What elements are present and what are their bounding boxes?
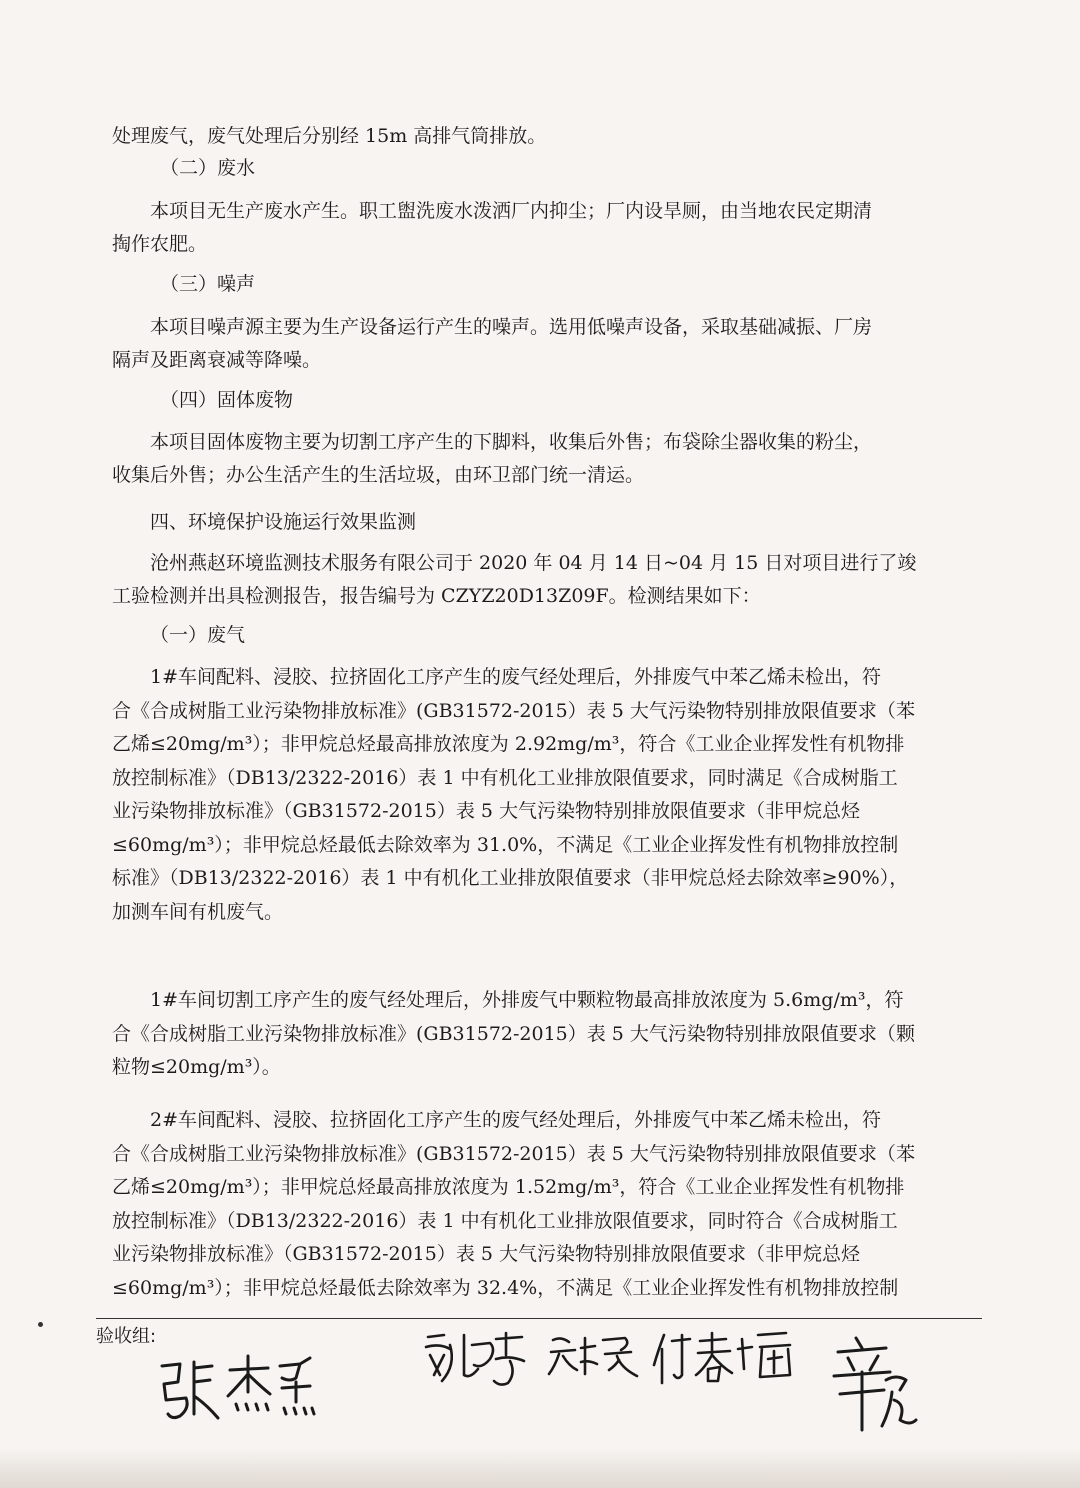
paragraph-monitoring xyxy=(112,547,982,612)
text-line: 粒物≤20mg/m³）。 xyxy=(112,1056,281,1078)
text-line: 合《合成树脂工业污染物排放标准》(GB31572-2015）表 5 大气污染物特别排放限值要求（苯 xyxy=(112,699,915,722)
heading-wastewater: （二）废水 xyxy=(160,157,256,179)
text-line-gas-exhaust: 处理废气，废气处理后分别经 15m 高排气筒排放。 xyxy=(112,125,547,147)
text-line: 工验检测并出具检测报告，报告编号为 CZYZ20D13Z09F。检测结果如下： xyxy=(112,584,761,607)
signature-5 xyxy=(820,1330,920,1450)
text-line: 标准》（DB13/2322-2016）表 1 中有机化工业排放限值要求（非甲烷总烃去除效率≥90%）， xyxy=(112,867,909,889)
acceptance-group-label: 验收组: xyxy=(96,1326,157,1347)
text-line: 隔声及距离衰减等降噪。 xyxy=(112,348,322,371)
text-line: 业污染物排放标准》（GB31572-2015）表 5 大气污染物特别排放限值要求（非甲烷总烃 xyxy=(112,1243,861,1265)
text-line: 沧州燕赵环境监测技术服务有限公司于 2020 年 04 月 14 日~04 月 15 日对项目进行了竣 xyxy=(150,552,917,574)
text-line: 收集后外售；办公生活产生的生活垃圾，由环卫部门统一清运。 xyxy=(112,463,645,486)
text-line: 本项目无生产废水产生。职工盥洗废水泼洒厂内抑尘；厂内设旱厕，由当地农民定期清 xyxy=(150,200,873,222)
text-line: 合《合成树脂工业污染物排放标准》(GB31572-2015）表 5 大气污染物特别排放限值要求（颗 xyxy=(112,1022,915,1045)
heading-exhaust-gas: （一）废气 xyxy=(150,624,246,646)
heading-noise: （三）噪声 xyxy=(160,273,256,295)
text-line: 本项目固体废物主要为切割工序产生的下脚料，收集后外售；布袋除尘器收集的粉尘， xyxy=(150,431,873,453)
text-line: 掏作农肥。 xyxy=(112,232,208,255)
paragraph-noise xyxy=(112,311,982,376)
paragraph-workshop-1-voc xyxy=(112,661,982,929)
text-line: 1#车间配料、浸胶、拉挤固化工序产生的废气经处理后，外排废气中苯乙烯未检出，符 xyxy=(150,666,882,688)
page-edge-shadow xyxy=(0,1448,1080,1488)
text-line: 1#车间切割工序产生的废气经处理后，外排废气中颗粒物最高排放浓度为 5.6mg/m³，符 xyxy=(150,989,904,1011)
text-line: 业污染物排放标准》（GB31572-2015）表 5 大气污染物特别排放限值要求（非甲烷总烃 xyxy=(112,800,861,822)
footer-divider xyxy=(96,1318,982,1319)
text-line: ≤60mg/m³）；非甲烷总烃最低去除效率为 31.0%，不满足《工业企业挥发性有机物排放控制 xyxy=(112,833,899,856)
paragraph-workshop-2-voc xyxy=(112,1104,982,1305)
text-line: 2#车间配料、浸胶、拉挤固化工序产生的废气经处理后，外排废气中苯乙烯未检出，符 xyxy=(150,1109,882,1131)
heading-section-4: 四、环境保护设施运行效果监测 xyxy=(150,511,417,533)
text-line: ≤60mg/m³）；非甲烷总烃最低去除效率为 32.4%，不满足《工业企业挥发性有机物排放控制 xyxy=(112,1276,899,1299)
margin-dot xyxy=(38,1322,43,1327)
text-line: 乙烯≤20mg/m³）；非甲烷总烃最高排放浓度为 2.92mg/m³，符合《工业企业挥发性有机物排 xyxy=(112,733,905,755)
text-line: 放控制标准》（DB13/2322-2016）表 1 中有机化工业排放限值要求，同时符合《合成树脂工 xyxy=(112,1209,898,1232)
paragraph-workshop-1-particulate xyxy=(112,984,982,1085)
heading-solid-waste: （四）固体废物 xyxy=(160,389,294,411)
text-line: 放控制标准》（DB13/2322-2016）表 1 中有机化工业排放限值要求，同时满足《合成树脂工 xyxy=(112,766,898,789)
signature-1 xyxy=(150,1348,320,1428)
paragraph-wastewater xyxy=(112,195,982,260)
paragraph-solid-waste xyxy=(112,426,982,491)
text-line: 乙烯≤20mg/m³）；非甲烷总烃最高排放浓度为 1.52mg/m³，符合《工业企业挥发性有机物排 xyxy=(112,1176,905,1198)
signature-2 xyxy=(420,1325,530,1395)
signature-4 xyxy=(650,1325,800,1395)
text-line: 本项目噪声源主要为生产设备运行产生的噪声。选用低噪声设备，采取基础减振、厂房 xyxy=(150,316,873,338)
text-line: 合《合成树脂工业污染物排放标准》(GB31572-2015）表 5 大气污染物特别排放限值要求（苯 xyxy=(112,1142,915,1165)
text-line: 加测车间有机废气。 xyxy=(112,900,284,923)
signature-3 xyxy=(545,1330,645,1390)
